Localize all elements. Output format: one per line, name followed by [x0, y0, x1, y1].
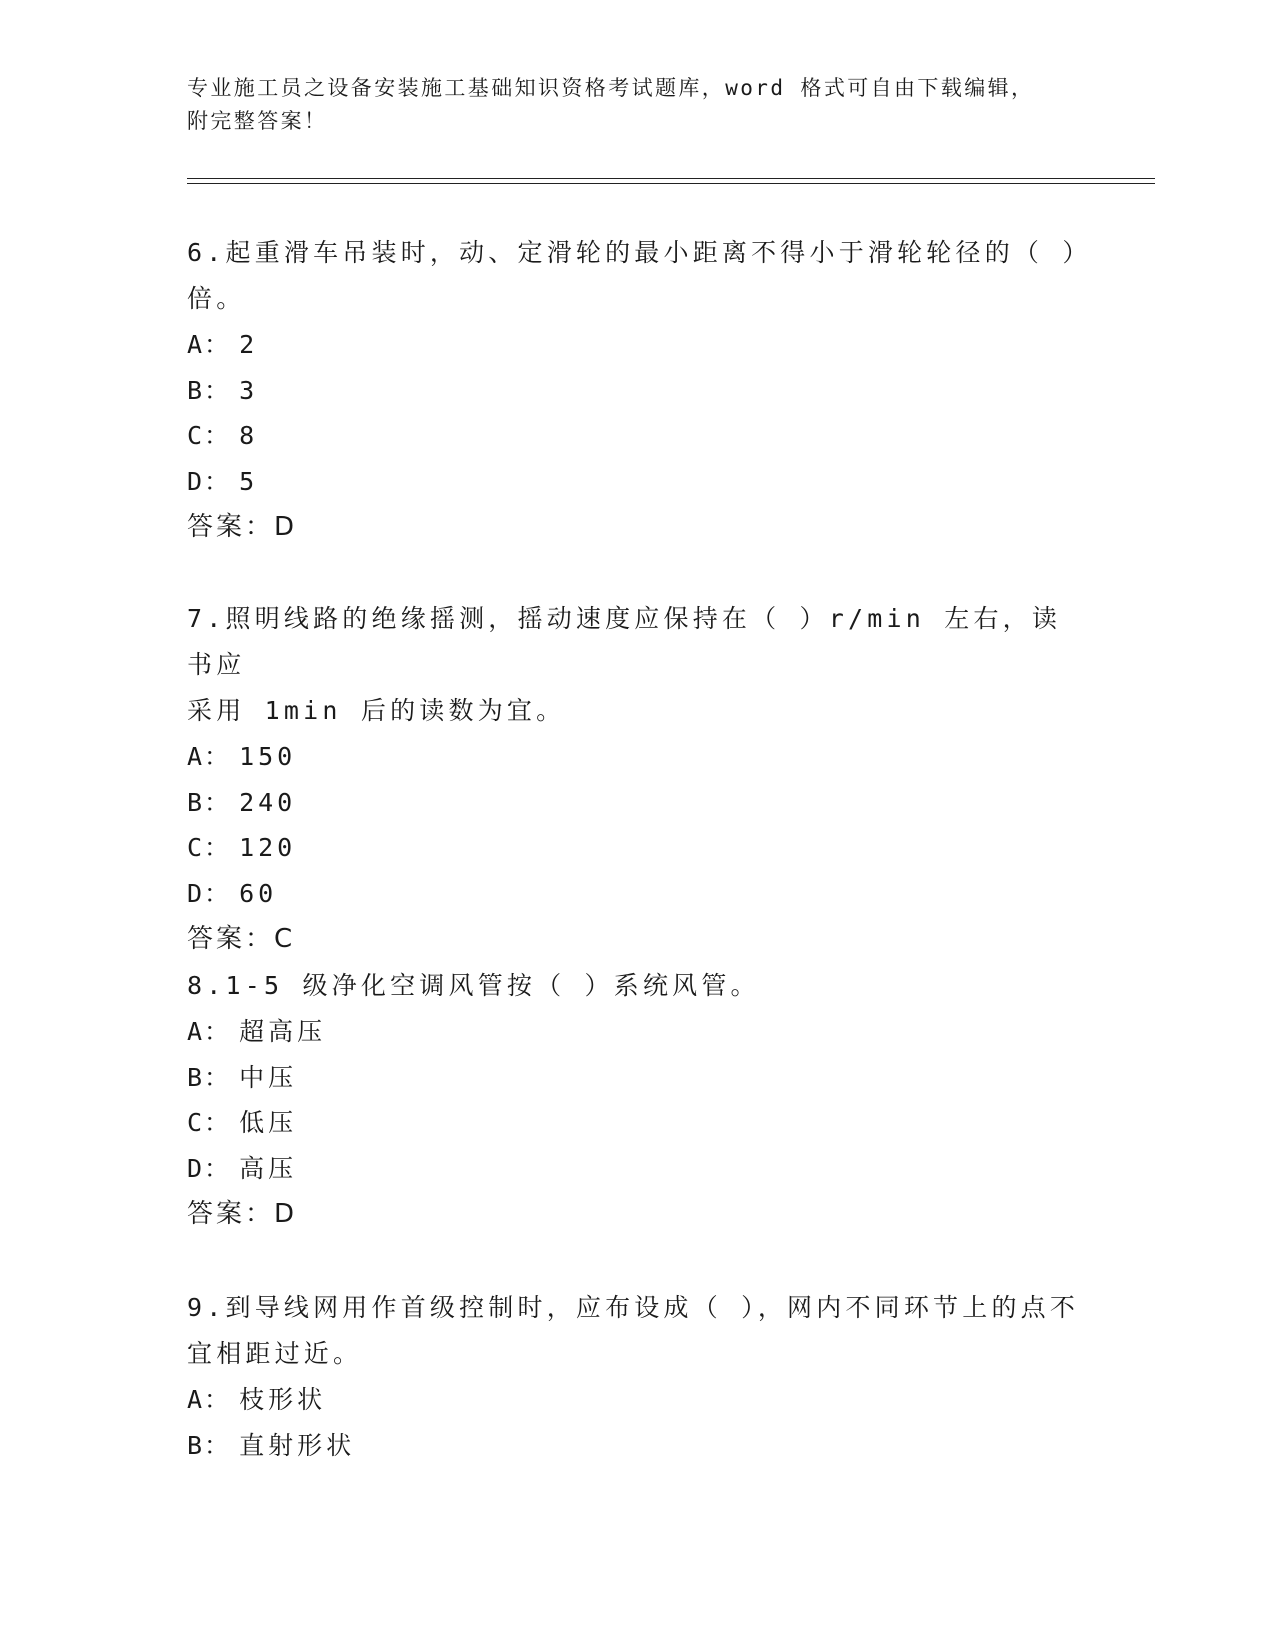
- option-label: C：: [187, 1108, 232, 1137]
- header-divider-bottom: [187, 183, 1155, 184]
- option-b: [187, 368, 1087, 414]
- question-text-continued: 宜相距过近。: [187, 1339, 363, 1368]
- option-a: [187, 734, 1087, 780]
- option-value: 120: [239, 833, 297, 862]
- option-value: 150: [239, 742, 297, 771]
- option-d: [187, 871, 1087, 917]
- question-6: [187, 230, 1092, 550]
- option-value: 超高压: [239, 1017, 327, 1046]
- option-a: [187, 1009, 1087, 1055]
- header-divider-top: [187, 178, 1155, 179]
- header-line-2: 附完整答案！: [187, 109, 328, 133]
- option-a: [187, 322, 1087, 368]
- header-line-1: 专业施工员之设备安装施工基础知识资格考试题库，word 格式可自由下载编辑，: [187, 76, 1035, 100]
- option-value: 枝形状: [239, 1385, 327, 1414]
- option-value: 60: [239, 878, 278, 908]
- option-value: 3: [239, 375, 259, 405]
- question-8: [187, 963, 1087, 1237]
- option-label: B：: [187, 787, 232, 817]
- option-label: D：: [187, 878, 232, 908]
- option-value: 低压: [239, 1108, 298, 1137]
- question-text-continued: 采用 1min 后的读数为宜。: [187, 696, 566, 725]
- option-label: D：: [187, 1153, 232, 1183]
- question-9: [187, 1285, 1087, 1468]
- option-d: [187, 1146, 1087, 1192]
- option-label: C：: [187, 833, 232, 862]
- option-label: B：: [187, 375, 232, 405]
- option-label: B：: [187, 1430, 232, 1460]
- option-c: [187, 825, 1087, 871]
- option-b: [187, 1423, 1087, 1469]
- option-label: C：: [187, 421, 232, 450]
- option-value: 直射形状: [239, 1430, 356, 1460]
- option-value: 5: [239, 466, 259, 496]
- option-value: 高压: [239, 1153, 298, 1183]
- option-b: [187, 1055, 1087, 1101]
- option-label: D：: [187, 466, 232, 496]
- option-label: A：: [187, 742, 232, 771]
- question-text: 6.起重滑车吊装时，动、定滑轮的最小距离不得小于滑轮轮径的（ ）: [187, 238, 1092, 267]
- question-text: 9.到导线网用作首级控制时，应布设成（ ），网内不同环节上的点不: [187, 1293, 1080, 1322]
- question-text: 8.1-5 级净化空调风管按（ ）系统风管。: [187, 971, 760, 1000]
- question-text-continued: 倍。: [187, 284, 246, 313]
- question-7: [187, 596, 1087, 962]
- option-label: A：: [187, 330, 232, 359]
- option-a: [187, 1377, 1087, 1423]
- option-value: 中压: [239, 1062, 298, 1092]
- option-value: 8: [239, 421, 259, 450]
- option-c: [187, 413, 1087, 459]
- option-c: [187, 1100, 1087, 1146]
- answer-text: 答案：D: [187, 1199, 298, 1229]
- option-b: [187, 780, 1087, 826]
- document-header: [187, 72, 1087, 138]
- option-value: 240: [239, 787, 297, 817]
- answer-text: 答案：D: [187, 512, 298, 542]
- option-d: [187, 459, 1087, 505]
- option-label: B：: [187, 1062, 232, 1092]
- question-text: 7.照明线路的绝缘摇测，摇动速度应保持在（ ）r/min 左右，读书应: [187, 604, 1062, 679]
- answer-text: 答案：C: [187, 924, 296, 954]
- option-label: A：: [187, 1017, 232, 1046]
- option-value: 2: [239, 330, 259, 359]
- option-label: A：: [187, 1385, 232, 1414]
